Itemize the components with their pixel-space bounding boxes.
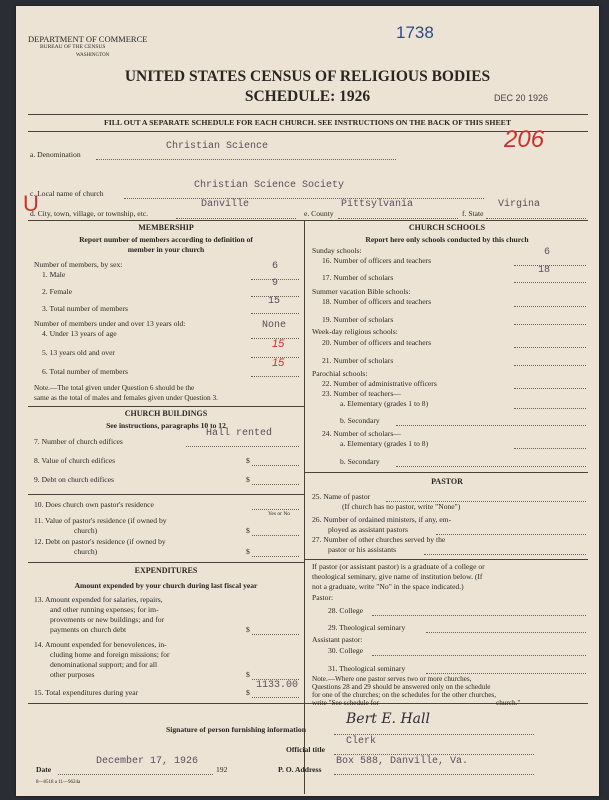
membership-note-2: same as the total of males and females given under Question 3. (34, 393, 218, 402)
state-label: f. State (462, 209, 484, 218)
q11-label-1: 11. Value of pastor's residence (if owned by (34, 516, 167, 525)
by-sex-label: Number of members, by sex: (34, 260, 123, 269)
instruction-line: FILL OUT A SEPARATE SCHEDULE FOR EACH CHURCH. SEE INSTRUCTIONS ON THE BACK OF THIS SHEET (103, 118, 512, 127)
q1-value: 6 (272, 261, 279, 272)
membership-note-1: Note.—The total given under Question 6 should be the (34, 383, 195, 392)
q25-label: 25. Name of pastor (312, 492, 371, 501)
form-number: 8—8518 a 11—9624a (36, 780, 81, 785)
membership-heading: MEMBERSHIP (138, 223, 194, 232)
form-title: UNITED STATES CENSUS OF RELIGIOUS BODIES (124, 68, 491, 85)
q3-label: 3. Total number of members (42, 304, 129, 313)
q13-label-1: 13. Amount expended for salaries, repairs, (34, 595, 163, 604)
q15-label: 15. Total expenditures during year (34, 688, 139, 697)
q30-label: 30. College (328, 646, 364, 655)
graduate-note-1: If pastor (or assistant pastor) is a graduate of a college or (312, 562, 485, 571)
stamp-number: 1738 (396, 23, 434, 42)
q22-label: 22. Number of administrative officers (322, 379, 437, 388)
denomination-label: a. Denomination (30, 150, 81, 159)
q16-value: 6 (544, 247, 551, 258)
signature-label: Signature of person furnishing information (166, 725, 306, 734)
weekday-label: Week-day religious schools: (312, 327, 398, 336)
q6-value: 15 (272, 357, 285, 369)
pastor-note-4: write "See schedule for (312, 699, 379, 707)
yes-no-label: Yes or No (268, 511, 291, 517)
schools-intro: Report here only schools conducted by this church (365, 235, 529, 244)
q14-dollar: $ (246, 670, 250, 679)
q7-value: Hall rented (206, 428, 273, 439)
pastor-heading: PASTOR (431, 477, 463, 486)
department-text: DEPARTMENT OF COMMERCE (28, 34, 148, 44)
signature-value: Bert E. Hall (346, 711, 430, 727)
q8-label: 8. Value of church edifices (34, 456, 116, 465)
county-value: Pittsylvania (341, 199, 414, 210)
official-title-label: Official title (286, 745, 326, 754)
official-title-value: Clerk (346, 736, 377, 747)
city-text: WASHINGTON (76, 53, 110, 58)
schools-heading: CHURCH SCHOOLS (408, 223, 486, 232)
pastor-note-3: for one of the churches; on the schedules for the other churches, (312, 691, 497, 699)
q18-label: 18. Number of officers and teachers (322, 297, 432, 306)
q21-label: 21. Number of scholars (322, 356, 394, 365)
assistant-pastor-sublabel: Assistant pastor: (312, 635, 363, 644)
q24-label: 24. Number of scholars— (322, 429, 401, 438)
q23a-label: a. Elementary (grades 1 to 8) (340, 399, 429, 408)
q17-label: 17. Number of scholars (322, 273, 394, 282)
address-value: Box 588, Danville, Va. (336, 756, 469, 767)
q14-label-2: cluding home and foreign missions; for (50, 650, 170, 659)
received-date-stamp: DEC 20 1926 (494, 93, 549, 103)
graduate-note-2: theological seminary, give name of institution below. (If (312, 572, 483, 581)
buildings-heading: CHURCH BUILDINGS (124, 409, 208, 418)
q19-label: 19. Number of scholars (322, 315, 394, 324)
q1-label: 1. Male (42, 270, 66, 279)
address-label: P. O. Address (278, 765, 322, 774)
date-label: Date (36, 765, 52, 774)
q24a-label: a. Elementary (grades 1 to 8) (340, 439, 429, 448)
church-name-label: c. Local name of church (30, 189, 104, 198)
date-value: December 17, 1926 (96, 756, 199, 767)
q23b-label: b. Secondary (340, 416, 380, 425)
census-schedule-page (16, 6, 599, 796)
sunday-label: Sunday schools: (312, 246, 362, 255)
church-name-value: Christian Science Society (194, 180, 345, 191)
q10-label: 10. Does church own pastor's residence (34, 500, 154, 509)
q14-label-4: other purposes (50, 670, 95, 679)
year-suffix: 192 (216, 765, 228, 774)
q31-label: 31. Theological seminary (328, 664, 406, 673)
q13-label-2: and other running expenses; for im- (50, 605, 159, 614)
q14-label-3: denominational support; and for all (50, 660, 158, 669)
q3-value: 15 (268, 296, 281, 307)
q13-label-4: payments on church debt (50, 625, 127, 634)
q8-dollar: $ (246, 456, 250, 465)
q14-label-1: 14. Amount expended for benevolences, in- (34, 640, 167, 649)
q17-value: 18 (538, 265, 551, 276)
pastor-note-5: church." (496, 699, 521, 707)
q15-value: 1133.00 (256, 680, 299, 691)
graduate-note-3: not a graduate, write "No" in the space indicated.) (312, 582, 464, 591)
q27-label-2: pastor or his assistants (328, 545, 397, 554)
red-number-annotation: 206 (504, 126, 545, 153)
q11-label-2: church) (74, 526, 98, 535)
q12-dollar: $ (246, 547, 250, 556)
q4-label: 4. Under 13 years of age (42, 329, 117, 338)
city-label: d. City, town, village, or township, etc. (30, 209, 149, 218)
form-subtitle: SCHEDULE: 1926 (244, 88, 371, 105)
pastor-note-2: Questions 28 and 29 should be answered only on the schedule (312, 683, 491, 691)
q11-dollar: $ (246, 526, 250, 535)
q9-label: 9. Debt on church edifices (34, 475, 114, 484)
q7-label: 7. Number of church edifices (34, 437, 123, 446)
membership-intro-2: member in your church (127, 245, 205, 254)
q2-value: 9 (272, 278, 279, 289)
q26-label-1: 26. Number of ordained ministers, if any, em- (312, 515, 452, 524)
county-label: e. County (304, 209, 334, 218)
pastor-note-1: Note.—Where one pastor serves two or more churches, (312, 675, 472, 683)
q15-dollar: $ (246, 688, 250, 697)
q26-label-2: ployed as assistant pastors (328, 525, 408, 534)
buildings-intro: See instructions, paragraphs 10 to 12 (106, 421, 226, 430)
under-over-label: Number of members under and over 13 years old: (34, 319, 186, 328)
q24b-label: b. Secondary (340, 457, 380, 466)
q4-value: None (262, 320, 287, 331)
q16-label: 16. Number of officers and teachers (322, 256, 432, 265)
pastor-sublabel: Pastor: (312, 593, 334, 602)
expenditures-intro: Amount expended by your church during last fiscal year (74, 581, 258, 590)
q6-label: 6. Total number of members (42, 367, 129, 376)
u-mark-annotation: U (23, 191, 39, 216)
q29-label: 29. Theological seminary (328, 623, 406, 632)
q13-dollar: $ (246, 625, 250, 634)
membership-intro-1: Report number of members according to definition of (79, 235, 253, 244)
city-value: Danville (201, 199, 250, 210)
q13-label-3: provements or new buildings; and for (50, 615, 165, 624)
q12-label-2: church) (74, 547, 98, 556)
expenditures-heading: EXPENDITURES (134, 566, 198, 575)
denomination-value: Christian Science (166, 141, 269, 152)
summer-label: Summer vacation Bible schools: (312, 287, 411, 296)
q20-label: 20. Number of officers and teachers (322, 338, 432, 347)
q12-label-1: 12. Debt on pastor's residence (if owned by (34, 537, 166, 546)
q28-label: 28. College (328, 606, 364, 615)
q27-label-1: 27. Number of other churches served by the (312, 535, 446, 544)
q5-value: 15 (272, 338, 285, 350)
q5-label: 5. 13 years old and over (42, 348, 115, 357)
q25-note: (If church has no pastor, write "None") (342, 502, 461, 511)
parochial-label: Parochial schools: (312, 369, 368, 378)
state-value: Virgina (498, 199, 541, 210)
bureau-text: BUREAU OF THE CENSUS (40, 44, 106, 50)
q9-dollar: $ (246, 475, 250, 484)
q23-label: 23. Number of teachers— (322, 389, 401, 398)
q2-label: 2. Female (42, 287, 72, 296)
